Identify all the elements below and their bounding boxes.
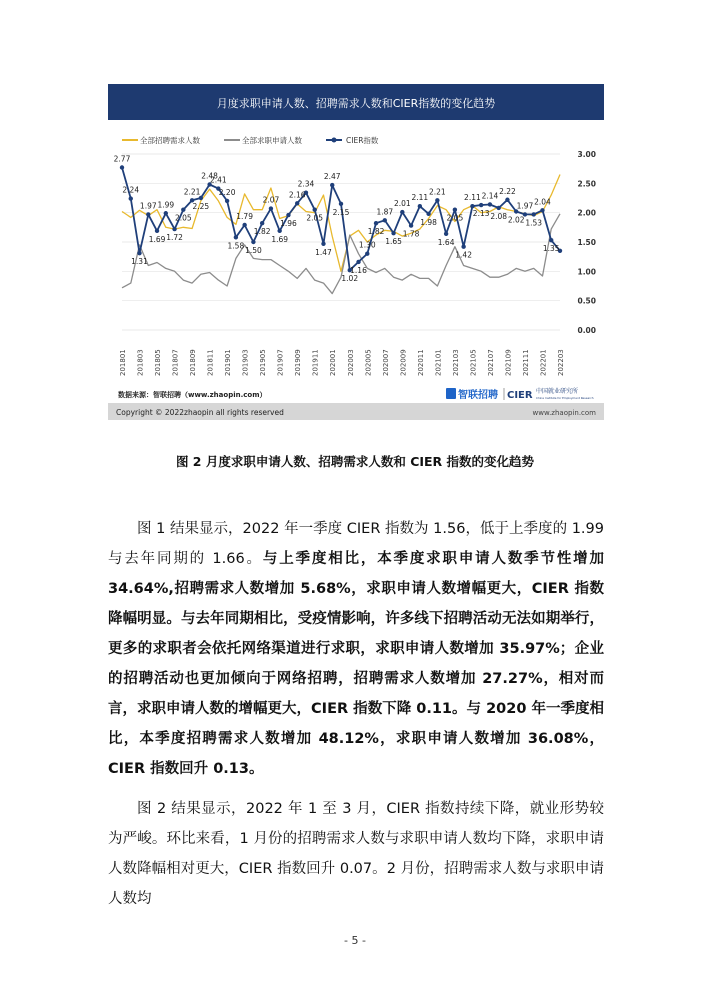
data-label: 2.77 — [113, 154, 131, 164]
cier-point — [251, 240, 255, 244]
cier-point — [172, 227, 176, 231]
x-tick-label: 202107 — [486, 349, 495, 376]
data-label: 1.64 — [437, 237, 455, 247]
x-tick-label: 201811 — [206, 349, 215, 376]
data-label: 2.05 — [174, 213, 192, 223]
data-label: 2.48 — [201, 171, 218, 181]
cier-point — [496, 206, 500, 210]
x-tick-label: 202201 — [539, 349, 548, 376]
cier-point — [234, 235, 238, 239]
chart-website: www.zhaopin.com — [532, 409, 596, 417]
cier-point — [374, 221, 378, 225]
x-tick-label: 202105 — [469, 349, 478, 376]
cier-point — [400, 210, 404, 214]
logo-zhilian — [446, 388, 498, 401]
data-label: 1.78 — [402, 229, 420, 239]
data-label: 1.58 — [227, 241, 245, 251]
figure-caption: 图 2 月度求职申请人数、招聘需求人数和 CIER 指数的变化趋势 — [175, 454, 535, 469]
cier-point — [409, 223, 413, 227]
data-label: 1.82 — [367, 227, 385, 237]
cier-point — [321, 242, 325, 246]
x-tick-label: 202001 — [329, 349, 338, 376]
data-label: 2.21 — [183, 187, 201, 197]
y-tick-label: 0.00 — [577, 326, 596, 335]
legend-label-recruit: 全部招聘需求人数 — [140, 136, 200, 145]
data-label: 1.97 — [516, 201, 534, 211]
data-label: 1.50 — [245, 246, 262, 255]
data-label: 2.22 — [499, 186, 516, 196]
cier-point — [444, 232, 448, 236]
x-tick-label: 201803 — [136, 349, 145, 376]
cier-point — [356, 260, 360, 264]
chart-svg — [108, 84, 604, 420]
data-label: 1.53 — [525, 218, 543, 228]
cier-point — [277, 229, 281, 233]
cier-point — [137, 251, 141, 255]
x-tick-label: 202005 — [364, 349, 373, 376]
cier-point — [461, 244, 465, 248]
x-tick-label: 201901 — [224, 349, 233, 376]
cier-point — [330, 183, 334, 187]
chart-copyright: Copyright © 2022zhaopin all rights reserved — [116, 408, 284, 417]
paragraph-1-bold: 与上季度相比，本季度求职申请人数季节性增加 34.64%,招聘需求人数增加 5.68%，求职申请人数增幅更大，CIER 指数降幅明显。与去年同期相比，受疫情影响，许多线下招聘活动无法如期举行，更多的求职者会依托网络渠道进行求职，求职申请人数增加 35.97%；企业的招聘活动也更加倾向于网络招聘，招聘需求人数增加 27.27%，相对而言，求职申请人数的增幅更大，CIER 指数下降 0.11。与 2020 年一季度相比，本季度招聘需求人数增加 48.12%，求职申请人数增加 36.08%，CIER 指数回升 0.13。 — [108, 551, 604, 777]
page-number: - 5 - — [344, 934, 366, 947]
data-label: 2.34 — [297, 179, 315, 189]
cier-point — [339, 202, 343, 206]
data-label: 2.25 — [192, 202, 210, 211]
data-label: 1.69 — [271, 234, 289, 244]
data-label: 1.79 — [236, 211, 253, 221]
cier-point — [532, 212, 536, 216]
logo-cier — [507, 387, 594, 401]
data-label: 2.21 — [429, 187, 446, 197]
x-tick-label: 202003 — [346, 349, 355, 376]
y-tick-label: 0.50 — [577, 296, 596, 306]
data-label: 1.82 — [253, 227, 271, 237]
chart-legend — [122, 135, 379, 145]
data-label: 2.05 — [446, 213, 464, 223]
cier-point — [242, 223, 246, 227]
y-tick-label: 2.00 — [577, 208, 596, 218]
data-label: 2.11 — [411, 193, 429, 203]
data-label: 1.96 — [280, 219, 297, 229]
cier-point — [505, 198, 509, 202]
legend-label-apply: 全部求职申请人数 — [242, 136, 302, 145]
data-label: 2.24 — [122, 185, 140, 195]
x-tick-label: 202007 — [381, 349, 390, 376]
x-tick-label: 202109 — [504, 349, 513, 376]
data-label: 1.72 — [166, 233, 183, 243]
x-tick-label: 201809 — [189, 349, 198, 376]
x-tick-label: 201909 — [294, 349, 303, 376]
data-label: 2.08 — [490, 211, 508, 221]
data-label: 1.65 — [385, 237, 402, 247]
data-label: 2.07 — [262, 195, 280, 205]
data-label: 2.13 — [472, 209, 490, 219]
cier-point — [295, 201, 299, 205]
cier-point — [199, 196, 203, 200]
cier-point — [391, 231, 395, 235]
cier-point — [286, 213, 290, 217]
cier-point — [365, 252, 369, 256]
x-tick-label: 201911 — [311, 349, 320, 376]
cier-point — [435, 198, 439, 202]
legend-marker-cier — [332, 138, 337, 143]
cier-point — [269, 206, 273, 210]
x-tick-label: 202111 — [521, 349, 530, 376]
cier-point — [479, 203, 483, 207]
cier-point — [260, 221, 264, 225]
x-tick-label: 202009 — [399, 349, 408, 376]
cier-point — [120, 165, 124, 169]
logo-cier-text: CIER — [507, 390, 533, 401]
data-label: 2.04 — [534, 197, 551, 207]
data-label: 2.02 — [507, 215, 525, 225]
data-label: 1.69 — [148, 234, 166, 244]
chart-source: 数据来源：智联招聘（www.zhaopin.com） — [118, 391, 267, 399]
paragraph-1-intro: 图 1 结果显示，2022 年一季度 CIER 指数为 1.56，低于上季度的 1.99 与去年同期的 1.66。 — [108, 521, 604, 567]
cier-point — [146, 212, 150, 216]
data-label: 2.20 — [218, 187, 236, 197]
x-tick-label: 202203 — [557, 349, 565, 376]
data-label: 1.87 — [376, 207, 394, 217]
data-label: 1.97 — [139, 201, 157, 211]
cier-point — [155, 229, 159, 233]
logo-zhilian-text: 智联招聘 — [458, 390, 498, 401]
data-label: 1.35 — [542, 244, 560, 254]
data-label: 2.47 — [323, 172, 341, 182]
chart-figure — [108, 84, 604, 420]
cier-point — [426, 212, 430, 216]
data-label: 2.05 — [306, 213, 324, 223]
cier-point — [313, 208, 317, 212]
data-label: 1.99 — [157, 200, 175, 210]
logo-cier-en: China Institute for Employment Research — [536, 396, 594, 400]
logo-cier-cn: 中国就业研究所 — [536, 388, 579, 395]
x-tick-label: 201805 — [154, 349, 163, 376]
y-tick-label: 1.00 — [577, 267, 596, 277]
cier-point — [181, 208, 185, 212]
cier-point — [418, 204, 422, 208]
data-label: 2.41 — [210, 175, 227, 185]
data-label: 1.98 — [420, 217, 437, 227]
cier-point — [470, 204, 474, 208]
cier-point — [225, 199, 229, 203]
y-tick-label: 2.50 — [577, 179, 596, 189]
data-label: 2.15 — [332, 207, 350, 217]
y-tick-label: 3.00 — [577, 150, 596, 159]
data-label: 1.16 — [350, 265, 367, 275]
cier-point — [549, 238, 553, 242]
data-label: 2.16 — [288, 190, 306, 200]
data-label: 1.47 — [315, 247, 332, 257]
data-label: 2.01 — [393, 199, 411, 209]
x-tick-label: 201907 — [276, 349, 285, 376]
x-tick-label: 202011 — [416, 349, 425, 376]
cier-point — [129, 196, 133, 200]
data-label: 1.42 — [455, 250, 472, 260]
data-label: 1.30 — [358, 240, 376, 250]
cier-point — [164, 211, 168, 215]
paragraph-1 — [108, 514, 604, 784]
legend-label-cier: CIER指数 — [346, 136, 379, 145]
data-label: 1.02 — [341, 274, 359, 284]
chart-title: 月度求职申请人数、招聘需求人数和CIER指数的变化趋势 — [216, 97, 496, 110]
x-tick-label: 201905 — [259, 349, 268, 376]
x-tick-label: 201903 — [241, 349, 250, 376]
x-tick-label: 201807 — [171, 349, 180, 376]
data-label: 1.31 — [131, 257, 148, 267]
x-tick-label: 202101 — [434, 349, 443, 376]
body-text — [108, 514, 604, 914]
x-tick-label: 202103 — [451, 349, 460, 376]
cier-point — [488, 202, 492, 206]
data-label: 2.11 — [464, 193, 481, 203]
x-tick-label: 201801 — [119, 349, 127, 376]
logo-zhilian-mark — [446, 388, 456, 399]
paragraph-2: 图 2 结果显示，2022 年 1 至 3 月，CIER 指数持续下降，就业形势较为严峻。环比来看，1 月份的招聘需求人数与求职申请人数均下降，求职申请人数降幅相对更大，CIER 指数回升 0.07。2 月份，招聘需求人数与求职申请人数均 — [108, 801, 604, 907]
cier-point — [453, 208, 457, 212]
cier-point — [540, 208, 544, 212]
cier-point — [383, 218, 387, 222]
y-tick-label: 1.50 — [577, 238, 596, 247]
data-label: 2.14 — [481, 191, 499, 201]
